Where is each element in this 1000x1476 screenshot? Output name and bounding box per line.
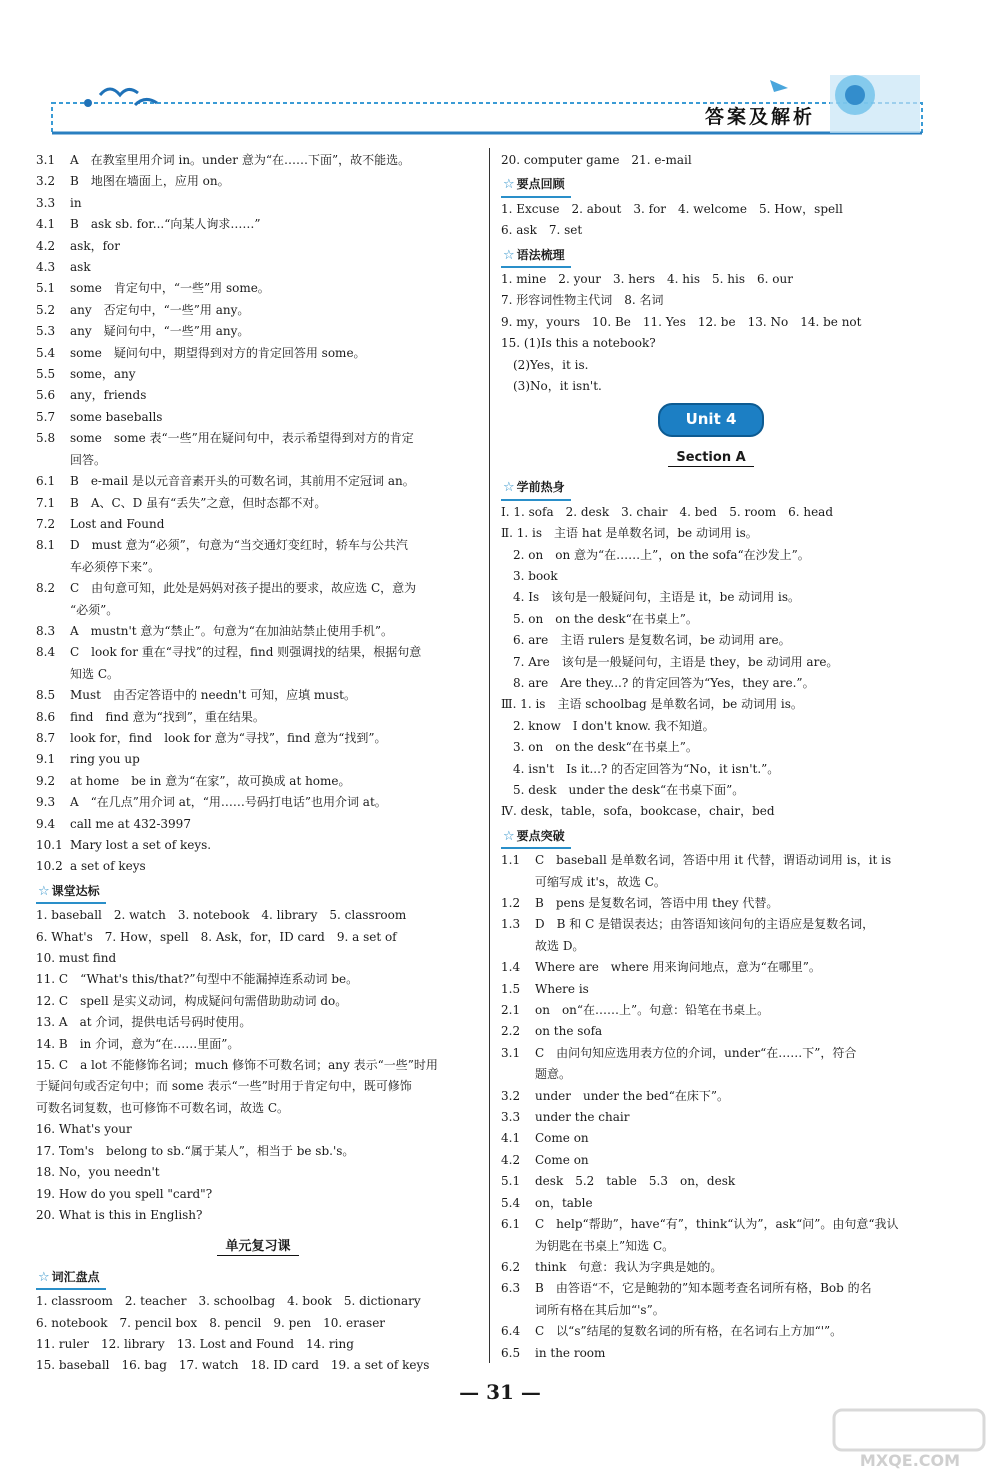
question-number: 3.1 (36, 153, 56, 167)
answer-line (501, 1150, 921, 1171)
answer-line (501, 1107, 921, 1128)
answer-line: 4. Is 该句是一般疑问句，主语是 it，be 动词用 is。 (501, 590, 801, 605)
answer-line: 3. on on the desk“在书桌上”。 (501, 740, 698, 755)
answer-text: some，any (70, 367, 136, 382)
answer-line: 11. C “What's this/that?”句型中不能漏掉连系动词 be。 (36, 972, 359, 987)
answer-line (36, 621, 480, 642)
tupo-answers (501, 850, 921, 1364)
question-number: 5.7 (36, 409, 56, 424)
question-number: 8.1 (36, 538, 56, 553)
answer-text: C 由问句知应选用表方位的介词，under“在……下”，符合 (535, 1045, 857, 1060)
answer-text: B 由答语“不，它是鲍勃的”知本题考查名词所有格，Bob 的名 (535, 1281, 872, 1296)
question-number: 6.1 (501, 1217, 521, 1232)
huigu-answers (501, 199, 921, 242)
question-number: 10.1 (36, 838, 63, 852)
answer-line (36, 171, 480, 192)
answer-line: 8. are Are they...? 的肯定回答为“Yes，they are.”。 (501, 675, 815, 690)
answer-text: on，table (535, 1195, 593, 1210)
star-icon: ☆ (503, 828, 515, 844)
answer-line: 7. Are 该句是一般疑问句，主语是 they，be 动词用 are。 (501, 654, 839, 669)
answer-line: 2. on on 意为“在……上”，on the sofa“在沙发上”。 (501, 547, 810, 562)
question-number: 5.6 (36, 388, 56, 403)
answer-text: ask，for (70, 238, 120, 253)
answer-text: Must 由否定答语中的 needn't 可知，应填 must。 (70, 688, 356, 703)
answer-line: 9. my，yours 10. Be 11. Yes 12. be 13. No 14. be not (501, 314, 862, 329)
answer-line: (3)No，it isn't. (501, 379, 602, 394)
question-number: 3.3 (36, 195, 56, 210)
answer-text: C baseball 是单数名词，答语中用 it 代替，谓语动词用 is，it is (535, 853, 892, 868)
answer-line: 20. What is this in English? (36, 1207, 203, 1222)
answer-text: C look for 重在“寻找”的过程，find 则强调找的结果，根据句意 (70, 645, 422, 660)
question-number: 1.4 (501, 960, 521, 975)
question-number: 3.1 (501, 1045, 521, 1060)
star-icon: ☆ (503, 177, 515, 193)
answer-line (36, 814, 480, 835)
question-number: 5.8 (36, 431, 56, 446)
answer-line (501, 1086, 921, 1107)
answer-line: 4. isn't Is it...? 的否定回答为“No，it isn't.”。 (501, 761, 780, 776)
answer-line (501, 1343, 921, 1364)
bird-icon (100, 89, 138, 95)
answer-text: any，friends (70, 388, 147, 403)
answer-text: B ask sb. for...“向某人询求……” (70, 217, 261, 232)
page-number: — 31 — (459, 1380, 541, 1404)
question-number: 6.5 (501, 1345, 521, 1360)
question-number: 2.2 (501, 1024, 521, 1039)
answer-text: some some 表“一些”用在疑问句中，表示希望得到对方的肯定 (70, 431, 414, 446)
unit-badge: Unit 4 (501, 403, 921, 436)
left-column (36, 150, 480, 1377)
answer-line (36, 728, 480, 749)
answer-text: A “在几点”用介词 at，“用……号码打电话”也用介词 at。 (70, 795, 387, 810)
question-number: 5.4 (501, 1195, 521, 1210)
section-label-yaodian-huigu: ☆ 要点回顾 (501, 174, 571, 197)
answer-line (36, 343, 480, 364)
answer-line: 于疑问句或否定句中；而 some 表示“一些”时用于肯定句中，既可修饰 (36, 1079, 412, 1094)
cihui-answers (36, 1291, 480, 1377)
section-label-cihui: ☆ 词汇盘点 (36, 1267, 106, 1290)
answer-line (36, 278, 480, 299)
answer-text: call me at 432-3997 (70, 816, 191, 831)
answer-text: 车必须停下来”。 (70, 559, 161, 574)
review-section-title: 单元复习课 (36, 1236, 480, 1257)
answer-text: under the chair (535, 1110, 630, 1125)
question-number: 6.4 (501, 1324, 521, 1339)
answer-line: 6. What's 7. How，spell 8. Ask，for，ID card 9. a set of (36, 929, 397, 944)
answer-text: A mustn't 意为“禁止”。句意为“在加油站禁止使用手机”。 (70, 623, 393, 638)
answer-line: 12. C spell 是实义动词，构成疑问句需借助助动词 do。 (36, 993, 348, 1008)
answer-text: Mary lost a set of keys. (70, 838, 212, 852)
answer-line (36, 749, 480, 770)
answer-line (36, 214, 480, 235)
answer-line: Ⅰ. 1. sofa 2. desk 3. chair 4. bed 5. room 6. head (501, 504, 834, 519)
answer-line: 可数名词复数，也可修饰不可数名词，故选 C。 (36, 1100, 289, 1115)
answer-text: C 由句意可知，此处是妈妈对孩子提出的要求，故应选 C，意为 (70, 581, 417, 596)
question-number: 1.5 (501, 981, 521, 996)
page-header (0, 0, 1000, 145)
answer-line: Ⅳ. desk，table，sofa，bookcase，chair，bed (501, 804, 775, 819)
answer-text: on the sofa (535, 1024, 603, 1039)
question-number: 5.4 (36, 345, 56, 360)
answer-text: any 疑问句中，“一些”用 any。 (70, 324, 250, 339)
question-number: 1.1 (501, 853, 521, 868)
answer-line (36, 792, 480, 813)
question-number: 7.2 (36, 516, 56, 531)
answer-line: 5. on on the desk“在书桌上”。 (501, 611, 698, 626)
answer-line (36, 493, 480, 514)
answer-line (501, 979, 921, 1000)
answer-line (36, 835, 480, 856)
answer-line (36, 364, 480, 385)
question-number: 9.1 (36, 752, 56, 767)
answer-text: A 在教室里用介词 in。under 意为“在……下面”，故不能选。 (70, 153, 411, 167)
answer-line (501, 1321, 921, 1342)
answer-text: 词所有格在其后加“'s”。 (535, 1302, 665, 1317)
answer-text: C help“帮助”，have“有”，think“认为”，ask“问”。由句意“我认 (535, 1217, 899, 1232)
answer-line (36, 707, 480, 728)
question-number: 8.4 (36, 645, 56, 660)
answer-line: 17. Tom's belong to sb.“属于某人”，相当于 be sb.'s。 (36, 1143, 355, 1158)
answer-line: 1. Excuse 2. about 3. for 4. welcome 5. How，spell (501, 201, 843, 216)
answer-text: C 以“s”结尾的复数名词的所有格，在名词右上方加“'”。 (535, 1324, 843, 1339)
answer-line (501, 1278, 921, 1299)
answer-line (36, 578, 480, 599)
question-number: 5.1 (36, 281, 56, 296)
question-number: 5.5 (36, 367, 56, 382)
answer-line (36, 471, 480, 492)
answer-line (36, 685, 480, 706)
answer-line (36, 257, 480, 278)
answer-line (36, 407, 480, 428)
answer-line: 1. mine 2. your 3. hers 4. his 5. his 6. our (501, 272, 793, 287)
answer-line (36, 514, 480, 535)
answer-text: in the room (535, 1345, 606, 1360)
answer-line: 20. computer game 21. e-mail (501, 153, 692, 167)
question-number: 8.5 (36, 688, 56, 703)
answer-text: 为钥匙在书桌上”知选 C。 (535, 1238, 675, 1253)
answer-line: 1. baseball 2. watch 3. notebook 4. library 5. classroom (36, 908, 407, 923)
answer-list-left (36, 150, 480, 878)
answer-line: 6. are 主语 rulers 是复数名词，be 动词用 are。 (501, 633, 791, 648)
answer-line: 2. know I don't know. 我不知道。 (501, 718, 715, 733)
answer-line (501, 1043, 921, 1064)
answer-line: (2)Yes，it is. (501, 357, 589, 372)
answer-line: 11. ruler 12. library 13. Lost and Found 14. ring (36, 1336, 354, 1351)
answer-line: 16. What's your (36, 1122, 132, 1137)
answer-line (501, 1236, 921, 1257)
answer-text: 回答。 (70, 452, 107, 467)
question-number: 8.2 (36, 581, 56, 596)
answer-line: Ⅱ. 1. is 主语 hat 是单数名词，be 动词用 is。 (501, 526, 758, 541)
answer-line: 19. How do you spell "card"? (36, 1186, 213, 1201)
answer-line (36, 300, 480, 321)
question-number: 1.3 (501, 917, 521, 932)
section-label-ketang: ☆ 课堂达标 (36, 881, 106, 904)
answer-text: Lost and Found (70, 516, 165, 531)
answer-line: 7. 形容词性物主代词 8. 名词 (501, 293, 664, 308)
answer-text: at home be in 意为“在家”，故可换成 at home。 (70, 773, 351, 788)
answer-line (36, 856, 480, 877)
star-icon: ☆ (503, 247, 515, 263)
answer-line (36, 385, 480, 406)
answer-line (501, 1193, 921, 1214)
answer-line (36, 321, 480, 342)
answer-text: Where is (535, 981, 589, 996)
answer-line (36, 193, 480, 214)
answer-text: look for，find look for 意为“寻找”，find 意为“找到”。 (70, 730, 387, 745)
watermark-text: MXQE.COM (859, 1451, 961, 1470)
section-label-tupo: ☆ 要点突破 (501, 826, 571, 849)
answer-line: 18. No，you needn't (36, 1165, 160, 1180)
answer-line: 10. must find (36, 951, 117, 966)
question-number: 5.3 (36, 324, 56, 339)
answer-line: 3. book (501, 568, 558, 583)
answer-line (501, 1214, 921, 1235)
section-title: Section A (501, 447, 921, 468)
star-icon: ☆ (38, 1269, 50, 1285)
answer-line: Ⅲ. 1. is 主语 schoolbag 是单数名词，be 动词用 is。 (501, 697, 803, 712)
star-icon: ☆ (38, 883, 50, 899)
question-number: 9.4 (36, 816, 56, 831)
question-number: 6.3 (501, 1281, 521, 1296)
answer-text: 可缩写成 it's，故选 C。 (535, 874, 666, 889)
question-number: 4.1 (501, 1131, 521, 1146)
question-number: 9.3 (36, 795, 56, 810)
answer-line: 5. desk under the desk“在书桌下面”。 (501, 782, 745, 797)
answer-line: 15. C a lot 不能修饰名词；much 修饰不可数名词；any 表示“一些”时用 (36, 1058, 438, 1073)
answer-line (36, 535, 480, 556)
question-number: 6.1 (36, 474, 56, 489)
header-banner-decoration (0, 0, 1000, 145)
answer-text: some 肯定句中，“一些”用 some。 (70, 281, 270, 296)
answer-text: Come on (535, 1131, 589, 1146)
answer-text: B 地图在墙面上，应用 on。 (70, 174, 230, 189)
answer-line (501, 850, 921, 871)
answer-line: 15. baseball 16. bag 17. watch 18. ID card 19. a set of keys (36, 1358, 430, 1373)
answer-line (501, 936, 921, 957)
answer-text: 故选 D。 (535, 938, 585, 953)
yufa-answers (501, 269, 921, 397)
answer-line: 6. notebook 7. pencil box 8. pencil 9. pen 10. eraser (36, 1315, 386, 1330)
answer-text: ask (70, 260, 91, 275)
question-number: 8.7 (36, 730, 56, 745)
answer-line (36, 600, 480, 621)
question-number: 3.2 (501, 1088, 521, 1103)
answer-line (501, 1021, 921, 1042)
question-number: 9.2 (36, 773, 56, 788)
answer-text: think 句意：我认为字典是她的。 (535, 1259, 723, 1274)
question-number: 1.2 (501, 896, 521, 910)
answer-line (36, 664, 480, 685)
right-column (501, 150, 921, 1364)
column-divider (489, 148, 490, 1363)
answer-line (501, 1000, 921, 1021)
answer-text: any 否定句中，“一些”用 any。 (70, 302, 250, 317)
answer-text: B A、C、D 虽有“丢失”之意，但时态都不对。 (70, 495, 327, 510)
question-number: 5.2 (36, 302, 56, 317)
answer-text: D must 意为“必须”，句意为“当交通灯变红时，轿车与公共汽 (70, 538, 408, 553)
answer-line: 1. classroom 2. teacher 3. schoolbag 4. book 5. dictionary (36, 1294, 421, 1309)
watermark-logo (830, 1408, 990, 1472)
header-title: 答案及解析 (704, 106, 815, 128)
answer-line (36, 642, 480, 663)
answer-line: 15. (1)Is this a notebook? (501, 336, 656, 351)
answer-line (501, 914, 921, 935)
answer-line (36, 428, 480, 449)
question-number: 6.2 (501, 1259, 521, 1274)
answer-line (501, 957, 921, 978)
answer-text: under under the bed“在床下”。 (535, 1088, 729, 1103)
answer-line (501, 893, 921, 914)
answer-line (501, 1128, 921, 1149)
question-number: 2.1 (501, 1003, 521, 1018)
question-number: 10.2 (36, 859, 63, 874)
answer-text: some baseballs (70, 409, 163, 424)
question-number: 3.3 (501, 1110, 521, 1125)
question-number: 3.2 (36, 174, 56, 189)
answer-text: desk 5.2 table 5.3 on，desk (535, 1174, 736, 1189)
question-number: 4.3 (36, 260, 56, 275)
answer-line (36, 236, 480, 257)
xueqian-answers (501, 502, 921, 823)
answer-line (501, 872, 921, 893)
answer-text: “必须”。 (70, 602, 119, 617)
question-number: 4.2 (36, 238, 56, 253)
answer-line: 13. A at 介词，提供电话号码时使用。 (36, 1015, 252, 1030)
answer-line (36, 450, 480, 471)
answer-text: ring you up (70, 752, 140, 767)
answer-text: Come on (535, 1152, 589, 1167)
answer-text: some 疑问句中，期望得到对方的肯定回答用 some。 (70, 345, 366, 360)
answer-text: Where are where 用来询问地点，意为“在哪里”。 (535, 960, 821, 975)
answer-text: D B 和 C 是错误表达；由答语知该问句的主语应是复数名词， (535, 917, 875, 932)
star-icon: ☆ (503, 480, 515, 496)
answer-text: find find 意为“找到”，重在结果。 (70, 709, 265, 724)
answer-text: a set of keys (70, 859, 146, 874)
answer-text: in (70, 195, 82, 210)
answer-line (36, 771, 480, 792)
section-label-xueqian: ☆ 学前热身 (501, 477, 571, 500)
answer-line (501, 1064, 921, 1085)
question-number: 4.2 (501, 1152, 521, 1167)
answer-text: on on“在……上”。句意：铅笔在书桌上。 (535, 1003, 770, 1018)
question-number: 8.6 (36, 709, 56, 724)
question-number: 4.1 (36, 217, 56, 232)
question-number: 5.1 (501, 1174, 521, 1189)
answer-text: 题意。 (535, 1067, 572, 1082)
answer-text: B e-mail 是以元音音素开头的可数名词，其前用不定冠词 an。 (70, 474, 415, 489)
ketang-answers (36, 905, 480, 1226)
question-number: 8.3 (36, 623, 56, 638)
answer-line (501, 1300, 921, 1321)
answer-line (501, 1171, 921, 1192)
answer-line (36, 557, 480, 578)
answer-text: B pens 是复数名词，答语中用 they 代替。 (535, 896, 779, 910)
answer-line: 6. ask 7. set (501, 223, 583, 238)
answer-line (36, 150, 480, 171)
question-number: 7.1 (36, 495, 56, 510)
paper-plane-icon (770, 80, 788, 92)
answer-text: 知选 C。 (70, 666, 119, 681)
section-label-yufa: ☆ 语法梳理 (501, 245, 571, 268)
answer-line: 14. B in 介词，意为“在……里面”。 (36, 1036, 240, 1051)
answer-line (501, 1257, 921, 1278)
